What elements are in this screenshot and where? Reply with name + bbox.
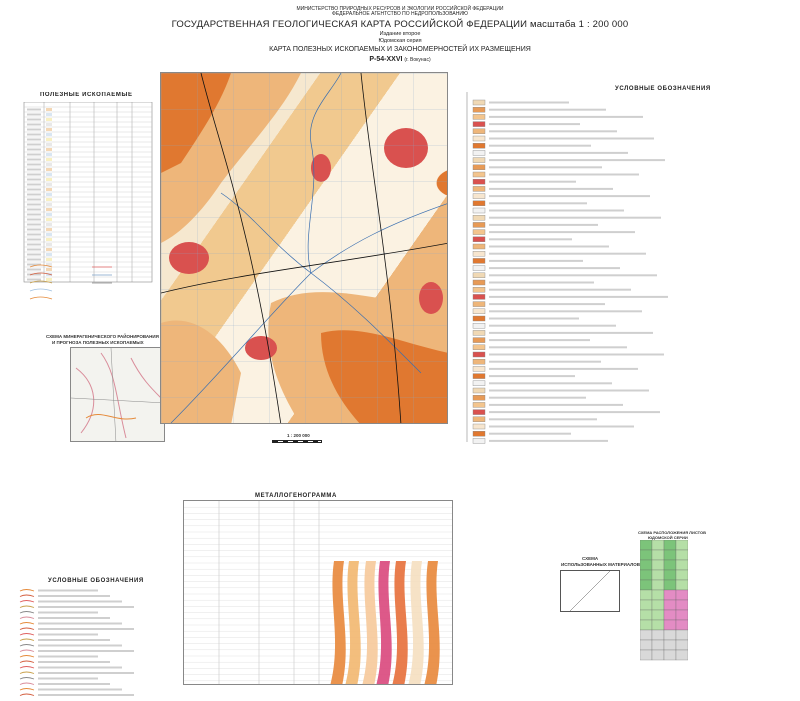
legend-text-line bbox=[27, 184, 41, 186]
lower-legend-symbol bbox=[20, 689, 34, 691]
metallogeny-band bbox=[376, 561, 392, 685]
geological-map-svg bbox=[161, 73, 448, 424]
sheet-name-text: (г. Вокунас) bbox=[404, 57, 431, 63]
legend-color-box bbox=[473, 215, 485, 220]
legend-text-line bbox=[489, 418, 597, 420]
legend-color-box bbox=[473, 316, 485, 321]
legend-swatch bbox=[46, 233, 52, 236]
legend-text-line bbox=[27, 154, 41, 156]
legend-text-line bbox=[27, 149, 41, 151]
lower-legend-text-line bbox=[38, 678, 98, 680]
legend-color-box bbox=[473, 345, 485, 350]
map-scale: 1 : 200 000 bbox=[287, 433, 310, 438]
legend-color-box bbox=[473, 172, 485, 177]
legend-color-box bbox=[473, 381, 485, 386]
legend-text-line bbox=[489, 318, 579, 320]
legend-color-box bbox=[473, 424, 485, 429]
legend-text-line bbox=[489, 397, 586, 399]
index-cell bbox=[664, 590, 676, 600]
legend-text-line bbox=[489, 123, 580, 125]
legend-text-line bbox=[489, 116, 643, 118]
lower-legend-symbol bbox=[20, 661, 34, 663]
index-cell bbox=[676, 610, 688, 620]
index-cell bbox=[664, 580, 676, 590]
legend-swatch bbox=[46, 253, 52, 256]
minerageny-scheme-svg bbox=[71, 348, 165, 442]
legend-text-line bbox=[489, 433, 571, 435]
map-legend-svg bbox=[455, 92, 790, 447]
legend-text-line bbox=[489, 267, 620, 269]
lower-legend-symbol bbox=[20, 601, 34, 603]
legend-color-box bbox=[473, 287, 485, 292]
geological-map[interactable] bbox=[160, 72, 448, 424]
legend-swatch bbox=[46, 173, 52, 176]
legend-text-line bbox=[489, 440, 608, 442]
metallogeny-band bbox=[345, 561, 361, 685]
legend-color-box bbox=[473, 194, 485, 199]
legend-color-box bbox=[473, 402, 485, 407]
index-cell bbox=[640, 580, 652, 590]
legend-swatch bbox=[46, 118, 52, 121]
lower-legend-text-line bbox=[38, 656, 98, 658]
index-cell bbox=[652, 600, 664, 610]
legend-text-line bbox=[27, 159, 41, 161]
index-cell bbox=[664, 560, 676, 570]
legend-swatch bbox=[46, 223, 52, 226]
legend-color-box bbox=[473, 273, 485, 278]
lower-legend-symbol bbox=[20, 645, 34, 647]
index-cell bbox=[640, 610, 652, 620]
legend-swatch bbox=[46, 243, 52, 246]
legend-swatch bbox=[46, 213, 52, 216]
legend-color-box bbox=[473, 165, 485, 170]
legend-color-box bbox=[473, 417, 485, 422]
legend-text-line bbox=[27, 214, 41, 216]
index-cell bbox=[652, 620, 664, 630]
legend-text-line bbox=[27, 204, 41, 206]
series-name: Юдомская серия bbox=[378, 38, 422, 44]
edition: Издание второе bbox=[379, 31, 421, 37]
legend-text-line bbox=[489, 296, 668, 298]
used-materials-box bbox=[560, 570, 620, 612]
lower-legend-symbol bbox=[20, 595, 34, 597]
legend-color-box bbox=[473, 244, 485, 249]
index-cell bbox=[676, 580, 688, 590]
index-cell bbox=[640, 540, 652, 550]
index-cell bbox=[652, 640, 664, 650]
legend-text-line bbox=[27, 124, 41, 126]
legend-text-line bbox=[27, 209, 41, 211]
legend-color-box bbox=[473, 294, 485, 299]
index-cell bbox=[652, 580, 664, 590]
index-cell bbox=[676, 560, 688, 570]
legend-text-line bbox=[489, 426, 634, 428]
legend-swatch bbox=[46, 208, 52, 211]
map-main-title: ГОСУДАРСТВЕННАЯ ГЕОЛОГИЧЕСКАЯ КАРТА РОССИЙСКОЙ ФЕДЕРАЦИИ масштаба 1 : 200 000 bbox=[171, 19, 629, 30]
legend-text-line bbox=[27, 179, 41, 181]
legend-text-line bbox=[489, 166, 602, 168]
legend-swatch bbox=[46, 248, 52, 251]
legend-text-line bbox=[27, 234, 41, 236]
legend-text-line bbox=[489, 202, 587, 204]
legend-color-box bbox=[473, 150, 485, 155]
lower-legend-text-line bbox=[38, 645, 122, 647]
legend-color-box bbox=[473, 280, 485, 285]
metallogeny-band bbox=[424, 561, 440, 685]
legend-swatch bbox=[46, 153, 52, 156]
legend-text-line bbox=[489, 174, 639, 176]
metallogram-title: МЕТАЛЛОГЕНОГРАММА bbox=[255, 493, 337, 499]
legend-color-box bbox=[473, 186, 485, 191]
legend-text-line bbox=[489, 246, 609, 248]
legend-text-line bbox=[489, 282, 594, 284]
legend-text-line bbox=[489, 382, 612, 384]
legend-text-line bbox=[27, 219, 41, 221]
lower-legend-symbol bbox=[20, 590, 34, 592]
legend-color-box bbox=[473, 366, 485, 371]
lower-legend-symbol bbox=[20, 678, 34, 680]
legend-swatch bbox=[46, 163, 52, 166]
legend-color-box bbox=[473, 395, 485, 400]
legend-text-line bbox=[27, 189, 41, 191]
legend-text-line bbox=[489, 138, 654, 140]
lower-legend-symbol bbox=[20, 628, 34, 630]
lower-legend-symbol bbox=[20, 639, 34, 641]
scale-bar bbox=[272, 440, 322, 443]
metallogeny-band bbox=[392, 561, 408, 685]
legend-text-line bbox=[489, 346, 627, 348]
lower-legend-symbol bbox=[20, 650, 34, 652]
lower-legend-text-line bbox=[38, 628, 134, 630]
legend-color-box bbox=[473, 330, 485, 335]
legend-color-box bbox=[473, 114, 485, 119]
index-cell bbox=[664, 600, 676, 610]
legend-text-line bbox=[489, 224, 598, 226]
minerals-legend-title: ПОЛЕЗНЫЕ ИСКОПАЕМЫЕ bbox=[40, 92, 133, 98]
metallogeny-band bbox=[408, 561, 424, 685]
sheet-code bbox=[100, 56, 700, 63]
legend-text-line bbox=[489, 411, 660, 413]
legend-text-line bbox=[27, 244, 41, 246]
lower-legend-symbol bbox=[20, 612, 34, 614]
legend-color-box bbox=[473, 237, 485, 242]
legend-text-line bbox=[489, 195, 650, 197]
index-cell bbox=[652, 590, 664, 600]
index-cell bbox=[676, 620, 688, 630]
legend-swatch bbox=[46, 183, 52, 186]
index-cell bbox=[640, 560, 652, 570]
lower-legend-text-line bbox=[38, 661, 110, 663]
legend-swatch bbox=[46, 168, 52, 171]
index-cell bbox=[664, 570, 676, 580]
legend-color-box bbox=[473, 374, 485, 379]
index-cell bbox=[664, 630, 676, 640]
legend-text-line bbox=[489, 109, 606, 111]
legend-text-line bbox=[27, 224, 41, 226]
legend-text-line bbox=[489, 404, 623, 406]
lower-legend-symbol bbox=[20, 634, 34, 636]
legend-text-line bbox=[27, 249, 41, 251]
lower-legend-text-line bbox=[38, 617, 110, 619]
legend-swatch bbox=[46, 198, 52, 201]
legend-text-line bbox=[27, 114, 41, 116]
index-cell bbox=[652, 540, 664, 550]
minerals-legend bbox=[22, 92, 154, 302]
index-cell bbox=[640, 570, 652, 580]
lower-legend-text-line bbox=[38, 634, 98, 636]
index-cell bbox=[640, 630, 652, 640]
lower-legend-text-line bbox=[38, 667, 122, 669]
legend-text-line bbox=[489, 188, 613, 190]
index-cell bbox=[676, 600, 688, 610]
agency-line: ФЕДЕРАЛЬНОЕ АГЕНТСТВО ПО НЕДРОПОЛЬЗОВАНИЮ bbox=[332, 11, 468, 17]
index-cell bbox=[676, 590, 688, 600]
legend-text-line bbox=[489, 159, 665, 161]
index-cell bbox=[652, 550, 664, 560]
legend-color-box bbox=[473, 309, 485, 314]
legend-text-line bbox=[27, 129, 41, 131]
legend-color-box bbox=[473, 438, 485, 443]
lower-legend-text-line bbox=[38, 689, 122, 691]
index-cell bbox=[676, 640, 688, 650]
legend-swatch bbox=[46, 133, 52, 136]
legend-color-box bbox=[473, 338, 485, 343]
legend-text-line bbox=[489, 217, 661, 219]
legend-text-line bbox=[489, 238, 572, 240]
lower-legend-text-line bbox=[38, 612, 98, 614]
legend-text-line bbox=[489, 231, 635, 233]
legend-swatch bbox=[46, 143, 52, 146]
legend-text-line bbox=[27, 109, 41, 111]
legend-text-line bbox=[489, 339, 590, 341]
legend-text-line bbox=[27, 119, 41, 121]
sheet-code-text: P-54-XXVI bbox=[369, 56, 403, 63]
legend-swatch bbox=[46, 138, 52, 141]
legend-text-line bbox=[27, 239, 41, 241]
legend-swatch bbox=[46, 218, 52, 221]
index-cell bbox=[652, 610, 664, 620]
index-cell bbox=[676, 650, 688, 660]
index-cell bbox=[652, 570, 664, 580]
legend-text-line bbox=[489, 145, 591, 147]
legend-swatch bbox=[46, 128, 52, 131]
index-cell bbox=[640, 620, 652, 630]
legend-swatch bbox=[46, 203, 52, 206]
legend-color-box bbox=[473, 352, 485, 357]
lower-legend-text-line bbox=[38, 694, 134, 696]
legend-color-box bbox=[473, 143, 485, 148]
legend-swatch bbox=[46, 193, 52, 196]
legend-text-line bbox=[489, 303, 605, 305]
legend-text-line bbox=[489, 152, 628, 154]
index-cell bbox=[664, 540, 676, 550]
legend-color-box bbox=[473, 179, 485, 184]
index-cell bbox=[664, 550, 676, 560]
legend-swatch bbox=[46, 188, 52, 191]
index-cell bbox=[676, 570, 688, 580]
legend-text-line bbox=[489, 274, 657, 276]
legend-color-box bbox=[473, 431, 485, 436]
lower-legend-text-line bbox=[38, 639, 110, 641]
map-legend bbox=[455, 92, 790, 447]
index-cell bbox=[664, 650, 676, 660]
legend-color-box bbox=[473, 100, 485, 105]
lower-left-legend-entries bbox=[18, 588, 158, 701]
lower-left-legend-title: УСЛОВНЫЕ ОБОЗНАЧЕНИЯ bbox=[48, 578, 144, 584]
legend-swatch bbox=[46, 148, 52, 151]
index-cell bbox=[640, 600, 652, 610]
legend-color-box bbox=[473, 251, 485, 256]
lower-legend-symbol bbox=[20, 683, 34, 685]
metallogram-chart bbox=[183, 500, 453, 685]
legend-text-line bbox=[489, 210, 624, 212]
legend-text-line bbox=[489, 102, 569, 104]
lower-legend-symbol bbox=[20, 617, 34, 619]
index-cell bbox=[640, 650, 652, 660]
index-cell bbox=[640, 550, 652, 560]
legend-color-box bbox=[473, 222, 485, 227]
metallogeny-band bbox=[330, 561, 346, 685]
legend-text-line bbox=[489, 368, 638, 370]
legend-color-box bbox=[473, 122, 485, 127]
legend-text-line bbox=[489, 310, 642, 312]
legend-text-line bbox=[27, 164, 41, 166]
sheet-index-svg bbox=[640, 540, 688, 662]
used-materials-title-2: ИСПОЛЬЗОВАННЫХ МАТЕРИАЛОВ bbox=[561, 562, 641, 567]
legend-text-line bbox=[489, 181, 576, 183]
index-title-1: СХЕМА РАСПОЛОЖЕНИЯ ЛИСТОВ bbox=[638, 530, 706, 535]
lower-legend-symbol bbox=[20, 623, 34, 625]
index-cell bbox=[676, 550, 688, 560]
index-cell bbox=[652, 630, 664, 640]
index-cell bbox=[640, 640, 652, 650]
legend-color-box bbox=[473, 136, 485, 141]
legend-text-line bbox=[489, 332, 653, 334]
lower-legend-text-line bbox=[38, 623, 122, 625]
metallogram-svg bbox=[184, 501, 453, 685]
lower-legend-text-line bbox=[38, 595, 110, 597]
legend-text-line bbox=[489, 390, 649, 392]
lower-legend-text-line bbox=[38, 606, 134, 608]
legend-text-line bbox=[489, 354, 664, 356]
lower-legend-symbol bbox=[20, 656, 34, 658]
ministry-line: МИНИСТЕРСТВО ПРИРОДНЫХ РЕСУРСОВ И ЭКОЛОГИИ РОССИЙСКОЙ ФЕДЕРАЦИИ bbox=[296, 6, 504, 12]
lower-legend-text-line bbox=[38, 672, 134, 674]
legend-text-line bbox=[27, 174, 41, 176]
used-materials-title-1: СХЕМА bbox=[582, 556, 599, 561]
legend-color-box bbox=[473, 201, 485, 206]
legend-swatch bbox=[46, 108, 52, 111]
lower-legend-symbol bbox=[20, 606, 34, 608]
legend-text-line bbox=[27, 199, 41, 201]
legend-color-box bbox=[473, 230, 485, 235]
legend-text-line bbox=[27, 144, 41, 146]
lower-legend-text-line bbox=[38, 590, 98, 592]
lower-legend-text-line bbox=[38, 601, 122, 603]
legend-text-line bbox=[489, 253, 646, 255]
lower-legend-symbol bbox=[20, 667, 34, 669]
legend-color-box bbox=[473, 323, 485, 328]
index-cell bbox=[652, 560, 664, 570]
legend-text-line bbox=[489, 130, 617, 132]
metallogeny-band bbox=[362, 561, 378, 685]
legend-text-line bbox=[27, 139, 41, 141]
legend-text-line bbox=[27, 134, 41, 136]
lower-legend-text-line bbox=[38, 650, 134, 652]
legend-swatch bbox=[46, 228, 52, 231]
index-cell bbox=[664, 620, 676, 630]
legend-swatch bbox=[46, 238, 52, 241]
legend-text-line bbox=[489, 325, 616, 327]
legend-color-box bbox=[473, 359, 485, 364]
lower-legend-symbol bbox=[20, 672, 34, 674]
geology-symbols bbox=[22, 257, 154, 302]
legend-color-box bbox=[473, 208, 485, 213]
map-type-title: КАРТА ПОЛЕЗНЫХ ИСКОПАЕМЫХ И ЗАКОНОМЕРНОСТЕЙ ИХ РАЗМЕЩЕНИЯ bbox=[269, 46, 531, 53]
minerageny-scheme-map bbox=[70, 347, 165, 442]
legend-text-line bbox=[27, 169, 41, 171]
index-cell bbox=[676, 630, 688, 640]
legend-color-box bbox=[473, 388, 485, 393]
legend-color-box bbox=[473, 107, 485, 112]
legend-color-box bbox=[473, 266, 485, 271]
index-title-2: ЮДОМСКОЙ СЕРИИ bbox=[648, 535, 688, 540]
legend-color-box bbox=[473, 129, 485, 134]
legend-text-line bbox=[27, 229, 41, 231]
right-legend-title: УСЛОВНЫЕ ОБОЗНАЧЕНИЯ bbox=[615, 86, 711, 92]
legend-color-box bbox=[473, 302, 485, 307]
index-cell bbox=[640, 590, 652, 600]
legend-color-box bbox=[473, 410, 485, 415]
legend-text-line bbox=[27, 254, 41, 256]
legend-color-box bbox=[473, 258, 485, 263]
sheet-index-map bbox=[640, 540, 688, 662]
lower-legend-text-line bbox=[38, 683, 110, 685]
legend-text-line bbox=[489, 289, 631, 291]
small-map-title-1: СХЕМА МИНЕРАГЕНИЧЕСКОГО РАЙОНИРОВАНИЯ bbox=[46, 334, 159, 339]
lower-legend-symbol bbox=[20, 694, 34, 696]
legend-swatch bbox=[46, 123, 52, 126]
legend-color-box bbox=[473, 158, 485, 163]
legend-text-line bbox=[27, 194, 41, 196]
legend-text-line bbox=[489, 361, 601, 363]
legend-swatch bbox=[46, 158, 52, 161]
legend-swatch bbox=[46, 113, 52, 116]
index-cell bbox=[664, 640, 676, 650]
index-cell bbox=[664, 610, 676, 620]
legend-swatch bbox=[46, 178, 52, 181]
legend-text-line bbox=[489, 260, 583, 262]
index-cell bbox=[652, 650, 664, 660]
index-cell bbox=[676, 540, 688, 550]
small-map-title-2: И ПРОГНОЗА ПОЛЕЗНЫХ ИСКОПАЕМЫХ bbox=[52, 340, 144, 345]
legend-text-line bbox=[489, 375, 575, 377]
